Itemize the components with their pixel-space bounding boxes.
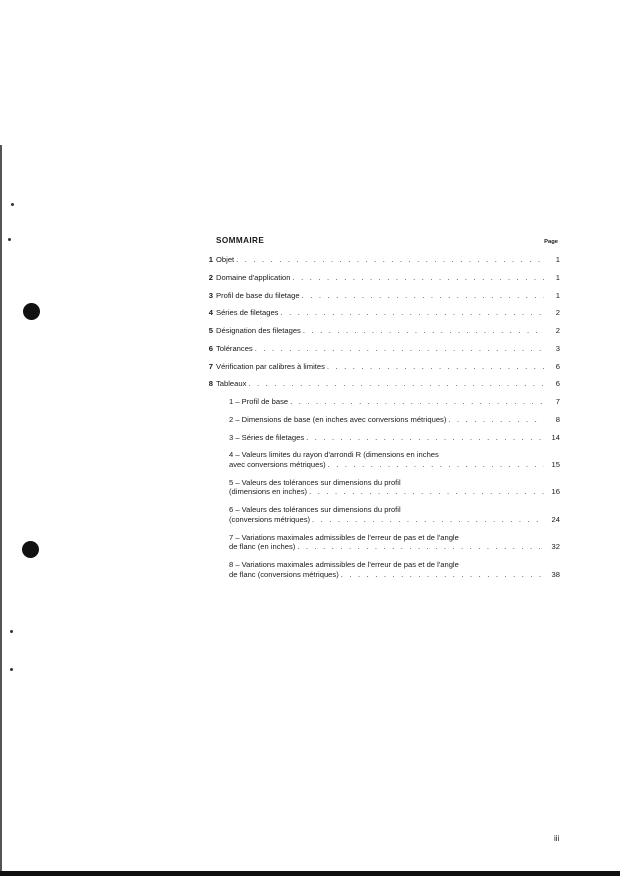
dot-leader — [341, 570, 544, 579]
scan-speck — [8, 238, 11, 241]
scan-edge-bottom — [0, 871, 620, 876]
toc-subentry-page: 14 — [551, 432, 560, 442]
toc-subentry-label-line: 8 – Variations maximales admissibles de l'erreur de pas et de l'angle — [229, 560, 459, 570]
toc-entry-label: Profil de base du filetage — [216, 290, 300, 300]
dot-leader — [290, 397, 544, 406]
dot-leader — [280, 308, 544, 317]
dot-leader — [312, 515, 544, 524]
toc-subentry — [229, 450, 560, 469]
toc-entry — [208, 361, 560, 371]
toc-subentry — [229, 433, 560, 442]
dot-leader — [302, 291, 544, 300]
toc-subentry-page: 32 — [551, 542, 560, 552]
table-of-contents — [208, 236, 560, 588]
toc-subentry-page: 8 — [555, 414, 560, 424]
toc-entry-number: 6 — [208, 343, 213, 353]
toc-subentry-label-line: de flanc (en inches) — [229, 542, 296, 552]
toc-entry — [208, 343, 560, 353]
toc-entry-page: 6 — [555, 379, 560, 389]
toc-entry — [208, 326, 560, 336]
dot-leader — [292, 273, 544, 282]
scan-edge-left — [0, 145, 2, 875]
dot-leader — [236, 255, 544, 264]
toc-entry — [208, 290, 560, 300]
toc-subentry-page: 24 — [551, 514, 560, 524]
toc-page-column-label: Page — [544, 239, 558, 245]
toc-subentry-label-line: 4 – Valeurs limites du rayon d'arrondi R (dimensions en inches — [229, 450, 439, 460]
toc-subentry-page: 15 — [551, 459, 560, 469]
dot-leader — [306, 433, 544, 442]
toc-entry-label: Vérification par calibres à limites — [216, 361, 325, 371]
toc-entry-number: 2 — [208, 272, 213, 282]
toc-subentries — [216, 397, 560, 579]
dot-leader — [248, 379, 544, 388]
toc-subentry-label-line: avec conversions métriques) — [229, 459, 326, 469]
punch-hole-top — [23, 303, 40, 320]
toc-entry-label: Désignation des filetages — [216, 326, 301, 336]
scan-speck — [10, 630, 13, 633]
toc-entry — [208, 272, 560, 282]
toc-entry-page: 1 — [555, 272, 560, 282]
toc-entry-page: 1 — [555, 290, 560, 300]
toc-subentry-label-line: (conversions métriques) — [229, 514, 311, 524]
toc-subentry-label-line: 6 – Valeurs des tolérances sur dimensions du profil — [229, 505, 401, 515]
toc-subentry-label-line: 7 – Variations maximales admissibles de l'erreur de pas et de l'angle — [229, 532, 459, 542]
toc-entry-number: 7 — [208, 361, 213, 371]
footer-page-number: iii — [554, 834, 560, 843]
toc-entry-label: Objet — [216, 255, 235, 265]
toc-entry-number: 3 — [208, 290, 213, 300]
dot-leader — [297, 542, 544, 551]
toc-entry-page: 2 — [555, 308, 560, 318]
toc-subentry-label-line: 5 – Valeurs des tolérances sur dimensions du profil — [229, 477, 401, 487]
toc-subentry — [229, 415, 560, 424]
toc-entry-label: Domaine d'application — [216, 272, 291, 282]
dot-leader — [327, 362, 544, 371]
toc-entry-page: 1 — [555, 255, 560, 265]
toc-header — [216, 236, 560, 246]
dot-leader — [328, 460, 544, 469]
toc-entry-number: 4 — [208, 308, 213, 318]
toc-entry-label: Tolérances — [216, 343, 253, 353]
toc-entry-number: 1 — [208, 255, 213, 265]
toc-subentry — [229, 560, 560, 579]
toc-entry — [208, 255, 560, 265]
toc-subentry-label: 1 – Profil de base — [229, 397, 289, 407]
dot-leader — [255, 344, 544, 353]
scan-speck — [10, 668, 13, 671]
scan-speck — [11, 203, 14, 206]
toc-main-entries — [208, 255, 560, 389]
toc-subentry — [229, 397, 560, 406]
toc-entry-number: 5 — [208, 326, 213, 336]
toc-subentry-page: 38 — [551, 569, 560, 579]
toc-entry-number: 8 — [208, 379, 213, 389]
toc-entry — [208, 379, 560, 389]
toc-title: SOMMAIRE — [216, 236, 265, 245]
toc-subentry-page: 7 — [555, 397, 560, 407]
toc-subentry — [229, 478, 560, 497]
toc-subentry — [229, 505, 560, 524]
punch-hole-bottom — [22, 541, 39, 558]
toc-entry-page: 6 — [555, 361, 560, 371]
toc-entry-page: 3 — [555, 343, 560, 353]
dot-leader — [448, 415, 544, 424]
dot-leader — [303, 326, 544, 335]
toc-entry-label: Tableaux — [216, 379, 247, 389]
toc-subentry-label-line: (dimensions en inches) — [229, 487, 308, 497]
dot-leader — [309, 487, 544, 496]
toc-subentry-label: 2 – Dimensions de base (en inches avec conversions métriques) — [229, 414, 447, 424]
toc-entry-label: Séries de filetages — [216, 308, 279, 318]
toc-subentry-label: 3 – Séries de filetages — [229, 432, 305, 442]
toc-subentry — [229, 533, 560, 552]
toc-entry — [208, 308, 560, 318]
toc-entry-page: 2 — [555, 326, 560, 336]
toc-subentry-label-line: de flanc (conversions métriques) — [229, 569, 339, 579]
toc-subentry-page: 16 — [551, 487, 560, 497]
